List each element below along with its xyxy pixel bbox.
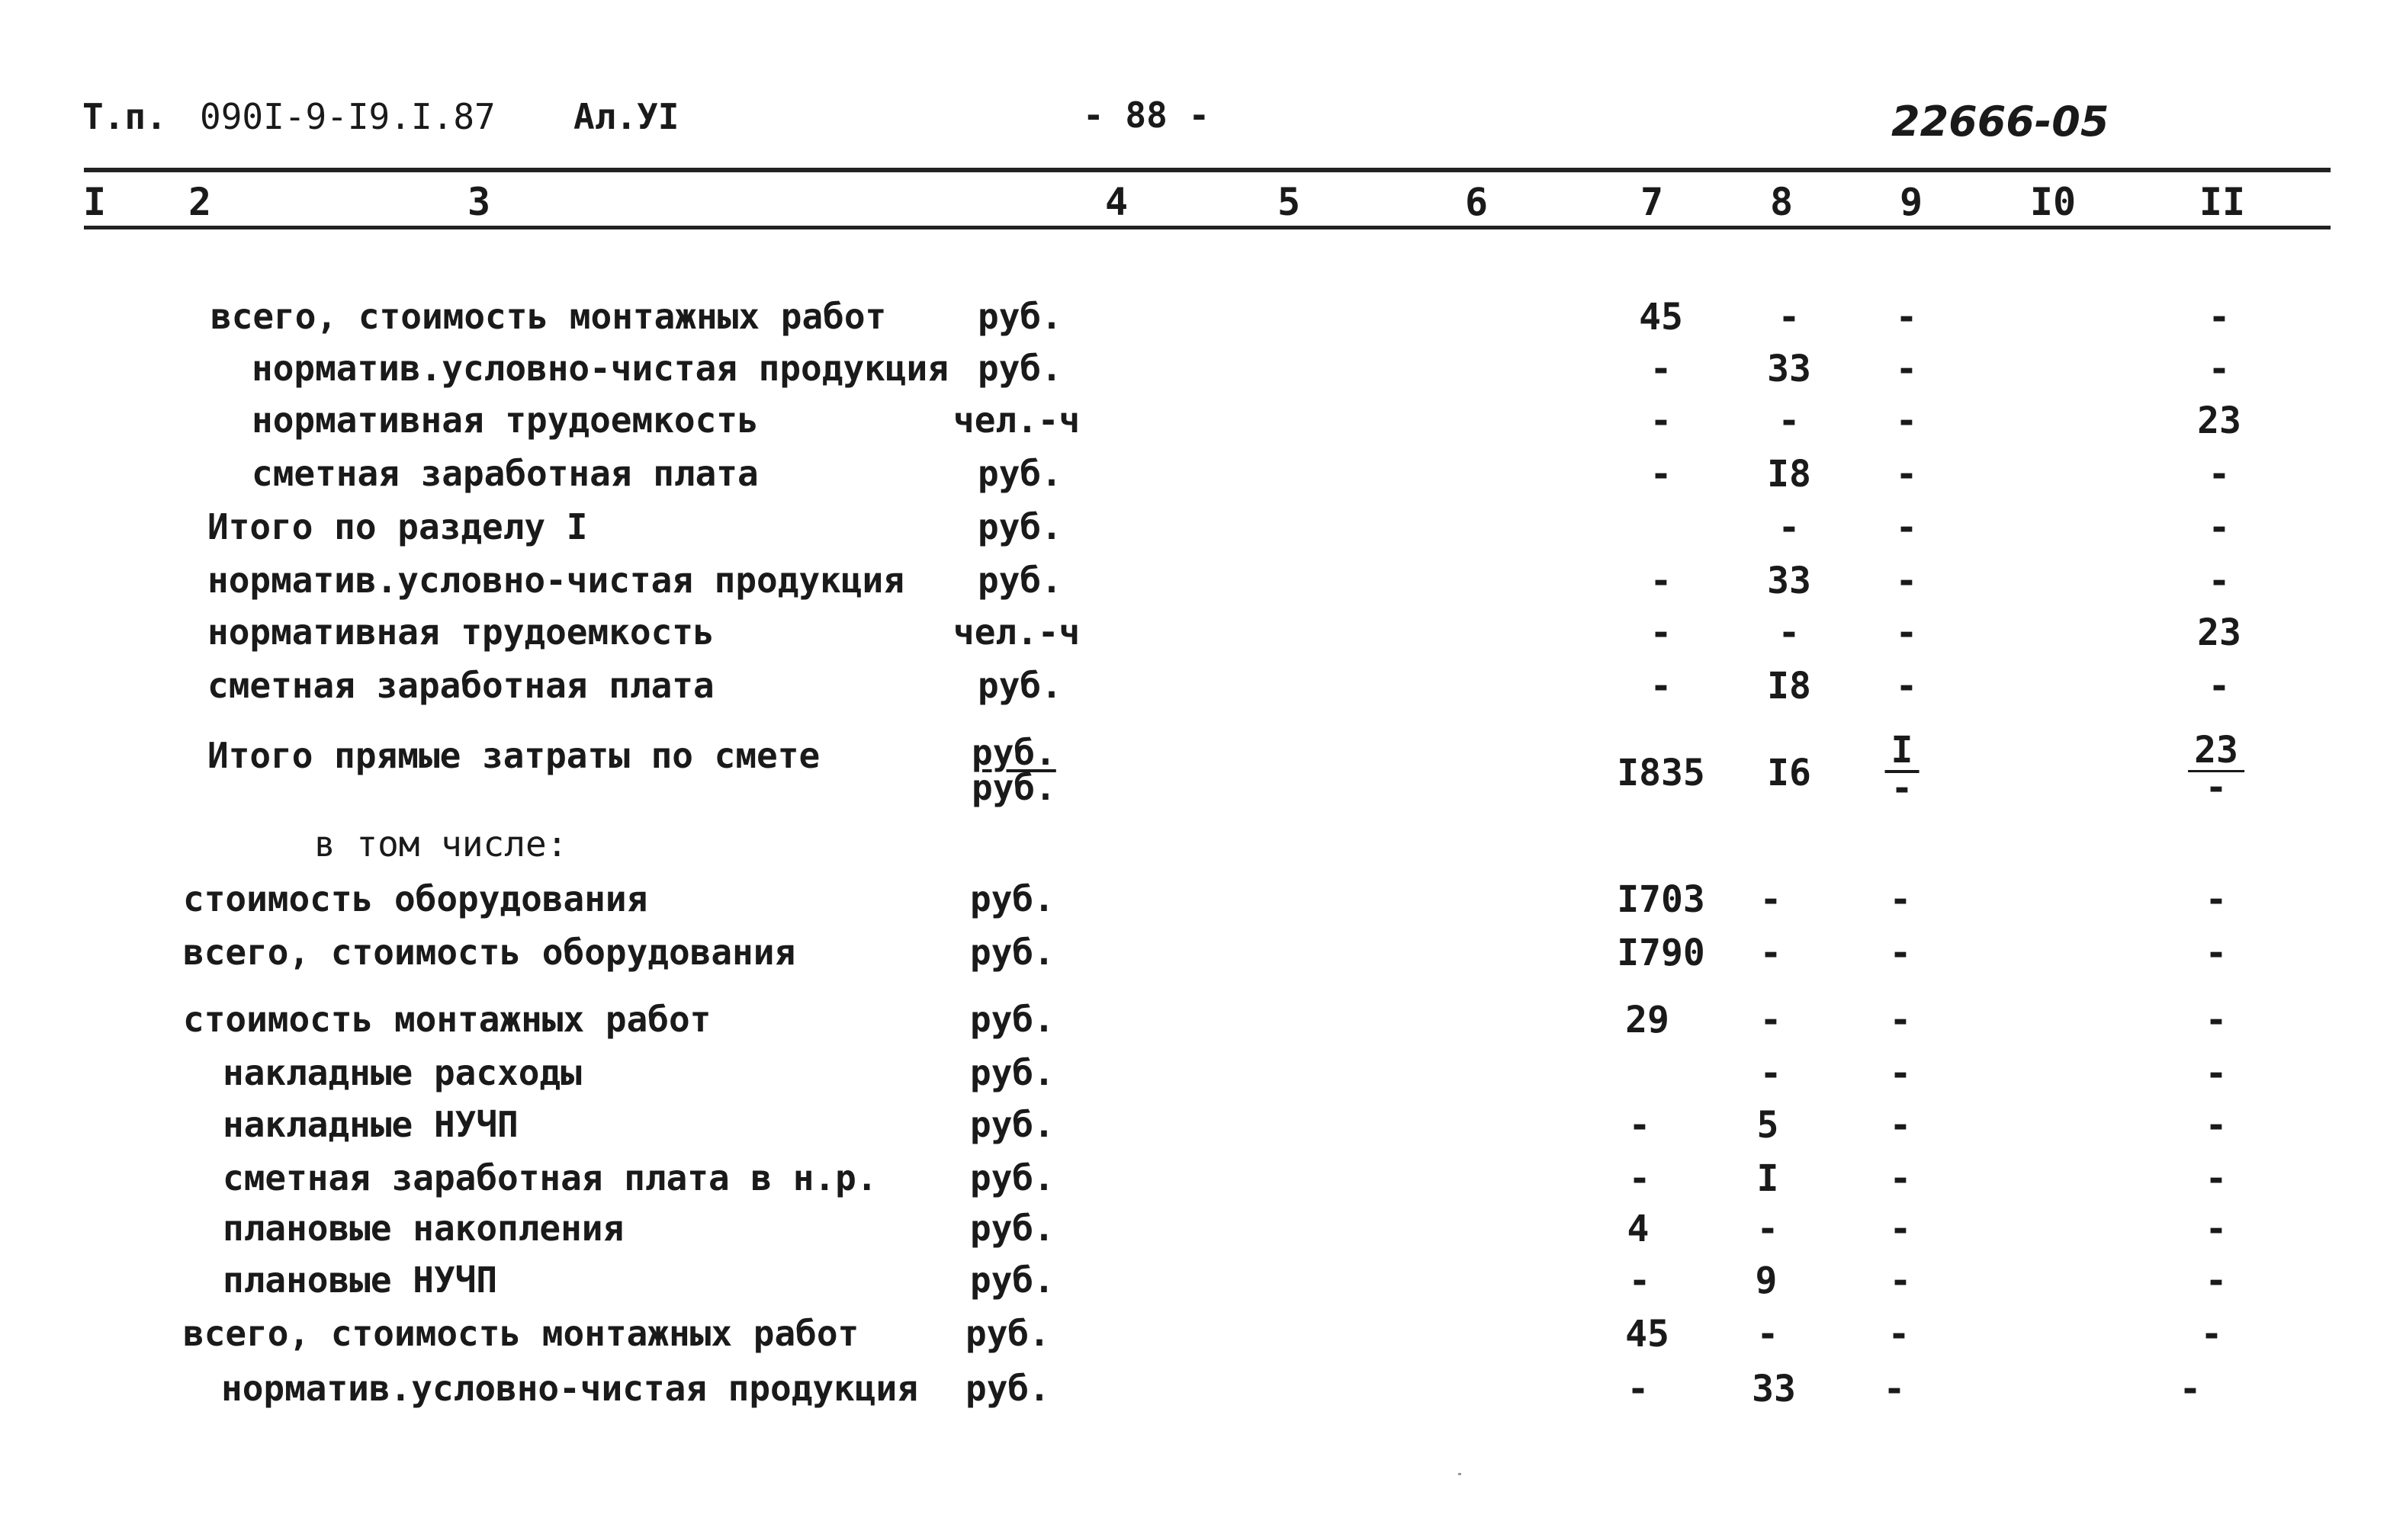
row-unit: руб.	[978, 665, 1062, 706]
table-row	[0, 560, 2387, 608]
column-header-1: I	[82, 180, 107, 224]
cell-col8: -	[1759, 1052, 1782, 1095]
cell-col7: -	[1650, 611, 1672, 654]
cell-col9: -	[1883, 1368, 1906, 1410]
table-row	[0, 453, 2387, 502]
row-unit: руб.	[978, 560, 1062, 601]
row-label: сметная заработная плата в н.р.	[223, 1157, 878, 1198]
row-unit-fraction	[972, 732, 1056, 808]
cell-col9: -	[1895, 611, 1918, 654]
row-label: Итого прямые затраты по смете	[207, 735, 821, 776]
column-header-3: 3	[467, 180, 491, 224]
cell-col8: 5	[1756, 1104, 1779, 1147]
cell-col8: -	[1756, 1208, 1779, 1250]
column-header-11: II	[2199, 180, 2246, 224]
cell-col8: 9	[1755, 1259, 1778, 1302]
cell-col11: -	[2205, 878, 2228, 921]
cell-col8: I	[1756, 1157, 1779, 1200]
row-label: всего, стоимость монтажных работ	[183, 1313, 859, 1354]
row-label: сметная заработная плата	[207, 665, 715, 706]
row-unit: руб.	[970, 932, 1055, 973]
column-header-8: 8	[1769, 180, 1794, 224]
row-label: плановые НУЧП	[223, 1259, 498, 1301]
cell-col9: -	[1889, 932, 1912, 974]
row-label: Итого по разделу I	[207, 506, 588, 547]
cell-col11: -	[2208, 560, 2231, 602]
table-row	[0, 506, 2387, 555]
column-header-4: 4	[1104, 180, 1129, 224]
table-row	[0, 611, 2387, 660]
cell-col11: -	[2179, 1368, 2202, 1410]
cell-col8: -	[1778, 296, 1801, 338]
cell-col7: -	[1650, 399, 1672, 442]
cell-col7: 45	[1639, 296, 1683, 338]
cell-col11: -	[2208, 348, 2231, 390]
cell-col7: -	[1650, 453, 1672, 496]
table-row	[0, 999, 2387, 1048]
cell-col8: I8	[1767, 453, 1811, 496]
project-code: 090I-9-I9.I.87	[200, 96, 496, 137]
column-header-10: I0	[2029, 180, 2077, 224]
row-unit: руб.	[970, 1104, 1055, 1145]
cell-col8: -	[1778, 399, 1801, 442]
cell-col11: 23	[2197, 611, 2241, 654]
table-row	[0, 1157, 2387, 1206]
cell-col9-fraction	[1885, 729, 1920, 810]
sheet-number: 22666-05	[1891, 98, 2109, 146]
cell-col9: -	[1895, 348, 1918, 390]
cell-col7: -	[1628, 1157, 1651, 1200]
table-row	[0, 823, 2387, 872]
scan-speck	[1458, 1473, 1461, 1475]
cell-col8: -	[1778, 506, 1801, 549]
unit-denominator: руб.	[972, 767, 1056, 808]
cell-col9: -	[1895, 665, 1918, 707]
cell-col7: -	[1650, 665, 1672, 707]
table-row-fraction	[0, 729, 2387, 819]
cell-col8: 33	[1752, 1368, 1796, 1410]
column-header-5: 5	[1277, 180, 1301, 224]
row-label: накладные расходы	[223, 1052, 582, 1093]
cell-col11: -	[2205, 1208, 2228, 1250]
column-header-6: 6	[1464, 180, 1489, 224]
row-label: в том числе:	[314, 823, 568, 865]
cell-col9: -	[1889, 1208, 1912, 1250]
column-header-2: 2	[188, 180, 212, 224]
cell-col7: -	[1627, 1368, 1650, 1410]
cell-col8: -	[1756, 1313, 1779, 1356]
cell-col9: -	[1889, 878, 1912, 921]
row-label: норматив.условно-чистая продукция	[207, 560, 904, 601]
table-row	[0, 1313, 2387, 1362]
row-unit: руб.	[978, 348, 1062, 389]
cell-col7: -	[1650, 560, 1672, 602]
table-row	[0, 348, 2387, 396]
cell-col7: -	[1650, 348, 1672, 390]
row-unit: чел.-ч	[953, 611, 1081, 653]
row-label: стоимость оборудования	[183, 878, 648, 919]
cell-col11: -	[2205, 1259, 2228, 1302]
cell-col7: I703	[1617, 878, 1705, 921]
cell-col9: -	[1895, 399, 1918, 442]
table-row	[0, 1052, 2387, 1101]
cell-col8: 33	[1767, 348, 1811, 390]
row-unit: руб.	[970, 1157, 1055, 1198]
cell-col7: 45	[1625, 1313, 1669, 1356]
table-row	[0, 932, 2387, 980]
cell-col9: -	[1895, 506, 1918, 549]
row-unit: руб.	[970, 1052, 1055, 1093]
column-header-7: 7	[1640, 180, 1664, 224]
cell-col9: -	[1889, 1104, 1912, 1147]
cell-col9: -	[1895, 560, 1918, 602]
row-label: сметная заработная плата	[252, 453, 759, 494]
row-label: всего, стоимость монтажных работ	[210, 296, 887, 337]
header-rule-top	[84, 168, 2331, 172]
table-row	[0, 1368, 2387, 1416]
row-unit: руб.	[965, 1313, 1050, 1354]
table-row	[0, 665, 2387, 714]
header-rule-bottom	[84, 226, 2331, 229]
cell-col11: -	[2205, 932, 2228, 974]
column-header-9: 9	[1899, 180, 1923, 224]
row-label: норматив.условно-чистая продукция	[221, 1368, 918, 1409]
cell-col9-denominator: -	[1891, 767, 1913, 810]
cell-col7: -	[1628, 1104, 1651, 1147]
cell-col9: -	[1889, 1259, 1912, 1302]
cell-col11: -	[2205, 1052, 2228, 1095]
row-label: нормативная трудоемкость	[207, 611, 715, 653]
cell-col8: -	[1778, 611, 1801, 654]
cell-col11: -	[2200, 1313, 2223, 1356]
cell-col9: -	[1895, 296, 1918, 338]
cell-col11-denominator: -	[2205, 766, 2228, 809]
cell-col8: -	[1759, 932, 1782, 974]
cell-col8: -	[1759, 878, 1782, 921]
row-label: плановые накопления	[223, 1208, 625, 1249]
row-unit: руб.	[970, 1259, 1055, 1301]
cell-col9: -	[1889, 1157, 1912, 1200]
row-unit: руб.	[970, 1208, 1055, 1249]
cell-col11: -	[2208, 506, 2231, 549]
row-label: всего, стоимость оборудования	[183, 932, 796, 973]
cell-col11-fraction	[2188, 729, 2244, 809]
row-unit: руб.	[970, 999, 1055, 1040]
cell-col8: I6	[1767, 752, 1811, 794]
cell-col9: -	[1887, 1313, 1910, 1356]
row-label: нормативная трудоемкость	[252, 399, 759, 441]
table-row	[0, 878, 2387, 927]
album-label: Ал.УI	[573, 96, 679, 137]
cell-col7: 29	[1625, 999, 1669, 1041]
row-unit: чел.-ч	[953, 399, 1081, 441]
page-number: - 88 -	[1083, 95, 1210, 136]
cell-col7: -	[1628, 1259, 1651, 1302]
cell-col11: 23	[2197, 399, 2241, 442]
row-unit: руб.	[978, 506, 1062, 547]
row-unit: руб.	[978, 453, 1062, 494]
table-row	[0, 1208, 2387, 1256]
row-label: накладные НУЧП	[223, 1104, 519, 1145]
cell-col11: -	[2205, 999, 2228, 1041]
cell-col9: -	[1889, 1052, 1912, 1095]
cell-col11-numerator: 23	[2188, 735, 2244, 772]
row-label: стоимость монтажных работ	[183, 999, 712, 1040]
table-row	[0, 399, 2387, 448]
cell-col7: I790	[1617, 932, 1705, 974]
cell-col9-numerator: I	[1885, 735, 1920, 773]
cell-col8: -	[1759, 999, 1782, 1041]
unit-numerator: руб.	[972, 732, 1056, 773]
cell-col7: 4	[1627, 1208, 1650, 1250]
cell-col11: -	[2208, 296, 2231, 338]
cell-col11: -	[2205, 1157, 2228, 1200]
table-row	[0, 296, 2387, 345]
row-unit: руб.	[965, 1368, 1050, 1409]
row-unit: руб.	[978, 296, 1062, 337]
cell-col7: I835	[1617, 752, 1705, 794]
cell-col9: -	[1895, 453, 1918, 496]
cell-col11: -	[2205, 1104, 2228, 1147]
cell-col8: 33	[1767, 560, 1811, 602]
project-prefix: Т.п.	[82, 96, 167, 137]
cell-col8: I8	[1767, 665, 1811, 707]
row-unit: руб.	[970, 878, 1055, 919]
cell-col9: -	[1889, 999, 1912, 1041]
table-row	[0, 1104, 2387, 1153]
cell-col11: -	[2208, 453, 2231, 496]
table-row	[0, 1259, 2387, 1308]
row-label: норматив.условно-чистая продукция	[252, 348, 949, 389]
cell-col11: -	[2208, 665, 2231, 707]
